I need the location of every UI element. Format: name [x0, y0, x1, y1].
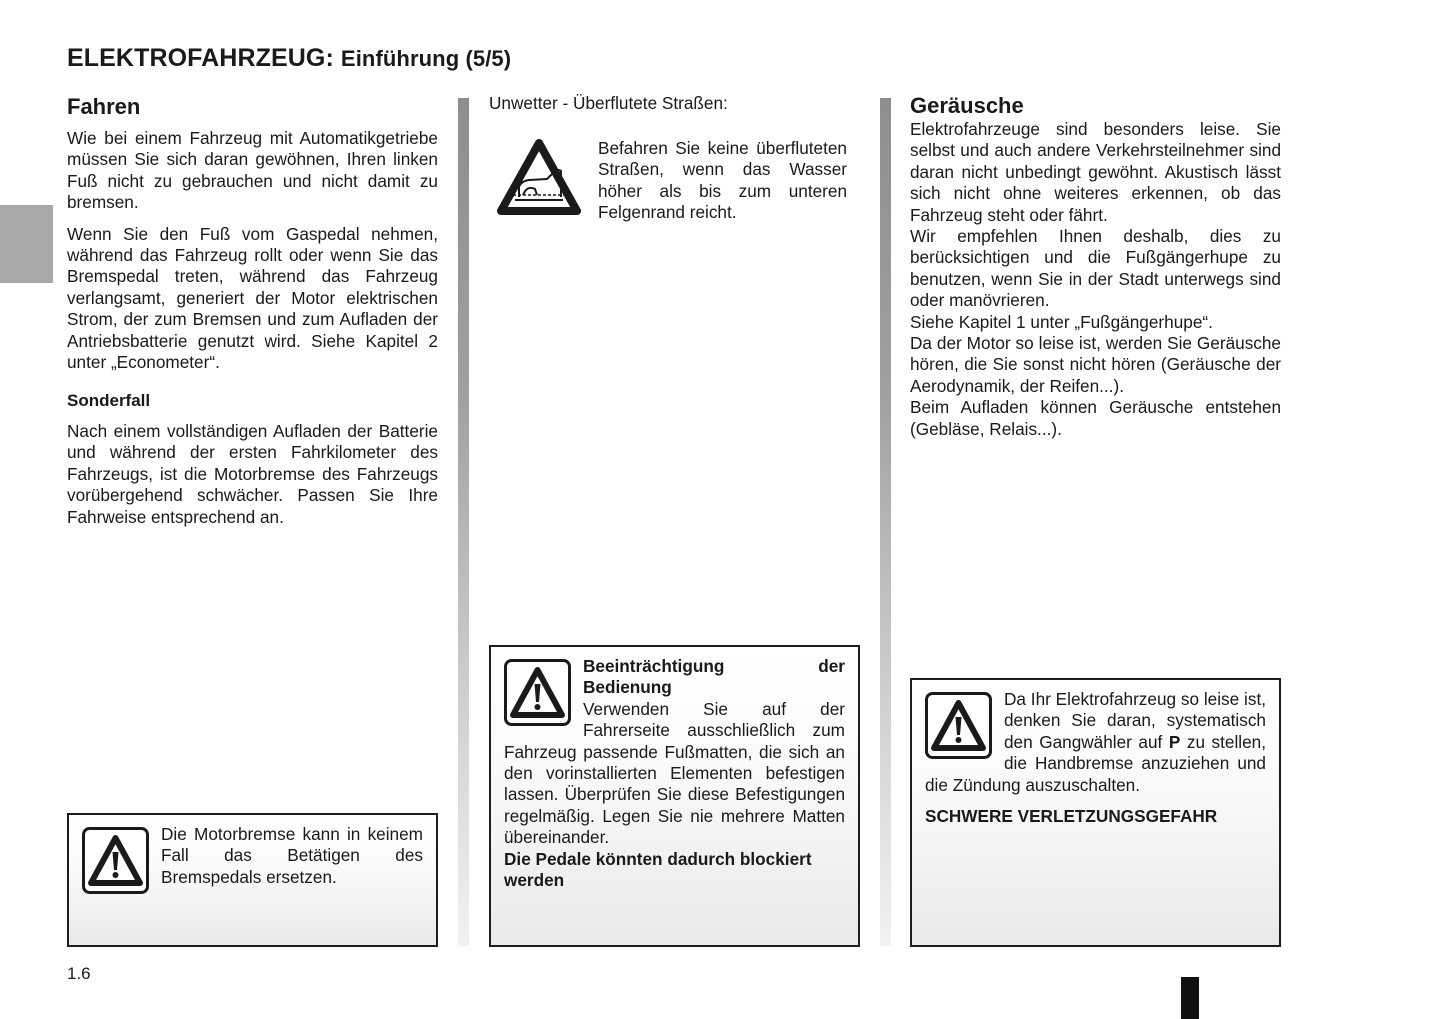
warning-triangle-icon — [82, 827, 149, 894]
page-title — [67, 44, 511, 73]
warning-text: Da Ihr Elektrofahrzeug so leise ist, denken Sie daran, systematisch den Gangwähler auf P zu stellen, die Handbremse anzuziehen und die Zündung auszuschalten. — [925, 689, 1266, 795]
column-right — [910, 93, 1281, 440]
paragraph: Wir empfehlen Ihnen deshalb, dies zu berücksichtigen und die Fußgängerhupe zu benutzen, wenn Sie in der Stadt unterwegs sind oder manövrieren. — [910, 226, 1281, 311]
paragraph: Da der Motor so leise ist, werden Sie Geräusche hören, die Sie sonst nicht hören (Geräusche der Aerodynamik, der Reifen...). — [910, 333, 1281, 396]
column-middle — [489, 93, 849, 114]
column-divider — [880, 98, 891, 946]
paragraph: Elektrofahrzeuge sind besonders leise. Sie selbst und auch andere Verkehrsteilnehmer sind daran nicht unbedingt gewöhnt. Akustisch lässt sich nicht ohne weiteres erkennen, ob das Fahrzeug steht oder fährt. — [910, 119, 1281, 225]
paragraph: Wenn Sie den Fuß vom Gaspedal nehmen, während das Fahrzeug rollt oder wenn Sie das Bremspedal treten, während das Fahrzeug verlangsamt, generiert der Motor elektrischen Strom, der zum Bremsen und zum Aufladen der Antriebsbatterie genutzt wird. Siehe Kapitel 2 unter „Econometer“. — [67, 223, 438, 373]
warning-box-fussmatten — [489, 645, 860, 947]
column-divider — [458, 98, 469, 946]
column-left — [67, 93, 438, 528]
paragraph: Wie bei einem Fahrzeug mit Automatikgetriebe müssen Sie sich daran gewöhnen, Ihren linken Fuß nicht zu gebrauchen und nicht damit zu bremsen. — [67, 128, 438, 213]
chapter-tab-marker — [0, 205, 53, 283]
warning-box-motorbremse — [67, 813, 438, 947]
page-title-main: ELEKTROFAHRZEUG: — [67, 44, 334, 72]
subheading-sonderfall: Sonderfall — [67, 391, 151, 411]
section-heading-geraeusche: Geräusche — [910, 93, 1024, 118]
warning-triangle-icon — [925, 692, 992, 759]
danger-label: SCHWERE VERLETZUNGSGEFAHR — [925, 806, 1218, 827]
paragraph: Beim Aufladen können Geräusche entstehen (Gebläse, Relais...). — [910, 397, 1281, 439]
warning-text: Verwenden Sie auf der Fahrerseite ausschließlich zum Fahrzeug passende Fußmatten, die sich an den vorinstallierten Elementen befestigen lassen. Überprüfen Sie diese Befestigungen regelmäßig. Legen Sie nie mehrere Matten übereinander. — [504, 698, 845, 848]
warning-consequence: Die Pedale könnten dadurch blockiert werden — [504, 848, 812, 891]
gear-position-p: P — [1168, 731, 1181, 752]
page-edge-marker — [1181, 977, 1199, 1019]
section-heading-fahren: Fahren — [67, 94, 141, 119]
paragraph: Siehe Kapitel 1 unter „Fußgängerhupe“. — [910, 311, 1213, 332]
flood-intro: Unwetter - Überflutete Straßen: — [489, 93, 728, 113]
flooded-road-icon — [497, 137, 581, 217]
warning-text: Die Motorbremse kann in keinem Fall das Betätigen des Bremspedals ersetzen. — [161, 824, 423, 887]
paragraph: Nach einem vollständigen Aufladen der Batterie und während der ersten Fahrkilometer des Fahrzeugs, ist die Motorbremse des Fahrzeugs vorübergehend schwächer. Passen Sie Ihre Fahrweise entsprechend an. — [67, 420, 438, 527]
page-number: 1.6 — [67, 964, 91, 983]
page-title-sub: Einführung (5/5) — [340, 46, 512, 71]
warning-triangle-icon — [504, 659, 571, 726]
warning-box-parking — [910, 678, 1281, 947]
warning-title: Beeinträchtigung der Bedienung — [583, 656, 845, 698]
flood-notice-text: Befahren Sie keine überfluteten Straßen, wenn das Wasser höher als bis zum unteren Felgenrand reicht. — [598, 138, 847, 223]
